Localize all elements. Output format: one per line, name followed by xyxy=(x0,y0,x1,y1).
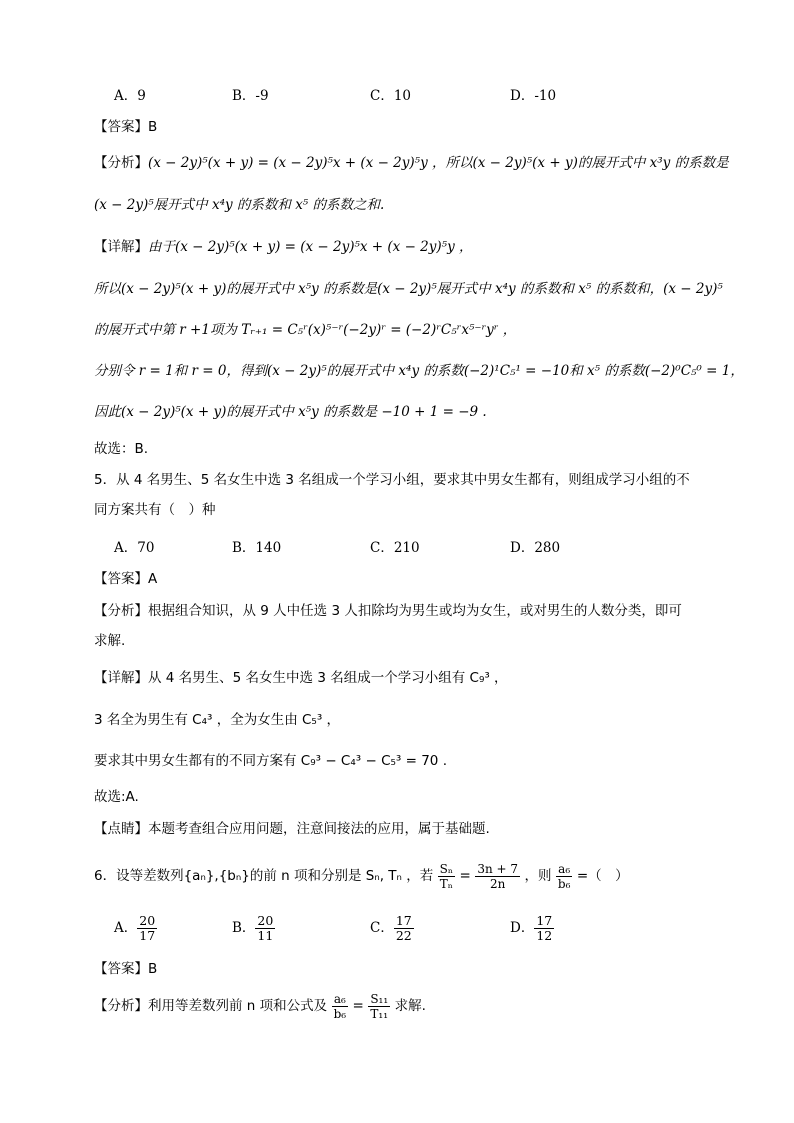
fraction-a-over-b xyxy=(556,862,573,891)
q5-option-b: B．140 xyxy=(232,540,282,556)
q5-detail-line2 xyxy=(94,710,340,730)
answer-value: B xyxy=(148,119,158,135)
answer-tag: 【答案】 xyxy=(94,961,148,977)
q5-option-c: C．210 xyxy=(370,540,420,556)
detail-tag: 【详解】 xyxy=(94,239,148,255)
fraction-denominator: 12 xyxy=(536,928,553,943)
q5-detail-line3 xyxy=(94,751,447,771)
q5-analysis-line2 xyxy=(94,631,125,651)
question-text: 5．从 4 名男生、5 名女生中选 3 名组成一个学习小组，要求其中男女生都有，则组成学习小组的不 xyxy=(94,472,690,488)
fraction-s-over-t xyxy=(368,992,390,1021)
fraction-denominator: b₆ xyxy=(333,1006,347,1021)
comment-text: 本题考查组合应用问题，注意间接法的应用，属于基础题. xyxy=(148,821,490,837)
fraction-denominator: 17 xyxy=(139,928,156,943)
fraction-numerator: a₆ xyxy=(556,862,573,877)
question-text: 6．设等差数列{aₙ},{bₙ}的前 n 项和分别是 Sₙ, Tₙ ，若 xyxy=(94,868,434,884)
answer-tag: 【答案】 xyxy=(94,571,148,587)
q5-comment xyxy=(94,819,490,839)
q6-analysis xyxy=(94,990,426,1022)
q6-option-a xyxy=(114,912,157,944)
answer-value: A xyxy=(148,571,158,587)
analysis-text: 求解. xyxy=(94,633,126,649)
q4-detail-line2 xyxy=(94,279,723,299)
q4-answer xyxy=(94,117,157,137)
fraction-numerator: 17 xyxy=(395,913,412,928)
option-fraction xyxy=(255,914,275,943)
comment-tag: 【点睛】 xyxy=(94,821,148,837)
question-text: ，则 xyxy=(524,868,552,884)
q5-analysis-line1 xyxy=(94,601,682,621)
option-prefix: D． xyxy=(510,920,535,936)
fraction-denominator: 11 xyxy=(257,928,274,943)
q4-option-b: B．-9 xyxy=(232,88,269,104)
answer-tag: 【答案】 xyxy=(94,119,148,135)
fraction-denominator: 2n xyxy=(489,876,506,891)
q5-answer xyxy=(94,569,157,589)
analysis-text: 根据组合知识，从 9 人中任选 3 人扣除均为男生或均为女生，或对男生的人数分类，即可 xyxy=(148,603,682,619)
analysis-text: 利用等差数列前 n 项和公式及 xyxy=(148,998,328,1014)
detail-text: 的展开式中第 r +1项为 Tᵣ₊₁ = C₅ʳ(x)⁵⁻ʳ(−2y)ʳ = (−2)ʳC₅ʳx⁵⁻ʳyʳ ， xyxy=(94,322,517,338)
fraction-numerator: 20 xyxy=(139,913,156,928)
analysis-text: (x − 2y)⁵展开式中 x⁴y 的系数和 x⁵ 的系数之和. xyxy=(94,197,385,213)
q6-option-c xyxy=(370,912,414,944)
q4-analysis-line1 xyxy=(94,153,729,173)
fraction-denominator: T₁₁ xyxy=(370,1006,389,1021)
option-prefix: C． xyxy=(370,920,394,936)
fraction-ratio xyxy=(475,862,520,891)
detail-text: 所以(x − 2y)⁵(x + y)的展开式中 x⁵y 的系数是(x − 2y)⁵展开式中 x⁴y 的系数和 x⁵ 的系数和，(x − 2y)⁵ xyxy=(94,281,723,297)
equals-sign: = xyxy=(352,998,364,1014)
conclusion-text: 故选：B. xyxy=(94,441,149,457)
q6-answer xyxy=(94,959,157,979)
conclusion-text: 故选:A. xyxy=(94,789,139,805)
fraction-numerator: 20 xyxy=(257,913,274,928)
answer-value: B xyxy=(148,961,158,977)
detail-text: 要求其中男女生都有的不同方案有 C₉³ − C₄³ − C₅³ = 70 . xyxy=(94,753,447,769)
q4-detail-line3 xyxy=(94,320,516,340)
fraction-a-over-b xyxy=(332,992,349,1021)
analysis-tag: 【分析】 xyxy=(94,603,148,619)
option-fraction xyxy=(394,914,414,943)
fraction-numerator: a₆ xyxy=(332,992,349,1007)
q4-detail-line1 xyxy=(94,237,473,257)
q6-option-d xyxy=(510,912,554,944)
detail-text: 3 名全为男生有 C₄³ ，全为女生由 C₅³ ， xyxy=(94,712,341,728)
detail-text: 因此(x − 2y)⁵(x + y)的展开式中 x⁵y 的系数是 −10 + 1 = −9 . xyxy=(94,404,487,420)
question-text: =（ ） xyxy=(576,868,629,884)
q6-option-b xyxy=(232,912,275,944)
option-fraction xyxy=(137,914,157,943)
q4-analysis-line2 xyxy=(94,195,384,215)
equals-sign: = xyxy=(459,868,471,884)
fraction-denominator: Tₙ xyxy=(439,876,453,891)
q5-stem-line1 xyxy=(94,470,690,490)
fraction-denominator: b₆ xyxy=(557,876,571,891)
fraction-numerator: S₁₁ xyxy=(370,991,389,1006)
question-text: 同方案共有（ ）种 xyxy=(94,502,216,518)
q4-detail-line5 xyxy=(94,402,487,422)
analysis-text: 求解. xyxy=(394,998,426,1014)
detail-text: 分别令 r = 1和 r = 0，得到(x − 2y)⁵的展开式中 x⁴y 的系数(−2)¹C₅¹ = −10和 x⁵ 的系数(−2)⁰C₅⁰ = 1， xyxy=(94,363,744,379)
detail-text: 从 4 名男生、5 名女生中选 3 名组成一个学习小组有 C₉³ ， xyxy=(148,670,508,686)
analysis-tag: 【分析】 xyxy=(94,998,148,1014)
option-fraction xyxy=(534,914,554,943)
q5-option-a: A．70 xyxy=(114,540,155,556)
fraction-numerator: Sₙ xyxy=(439,861,454,876)
q6-stem xyxy=(94,860,629,892)
option-prefix: A． xyxy=(114,920,138,936)
q5-stem-line2 xyxy=(94,500,216,520)
detail-tag: 【详解】 xyxy=(94,670,148,686)
q5-detail-line1 xyxy=(94,668,508,688)
q4-conclusion xyxy=(94,439,148,459)
analysis-text: (x − 2y)⁵(x + y) = (x − 2y)⁵x + (x − 2y)⁵y ，所以(x − 2y)⁵(x + y)的展开式中 x³y 的系数是 xyxy=(148,155,729,171)
fraction-s-over-t xyxy=(438,862,455,891)
option-prefix: B． xyxy=(232,920,256,936)
q5-conclusion xyxy=(94,787,139,807)
q4-option-a: A．9 xyxy=(114,88,146,104)
fraction-numerator: 17 xyxy=(536,913,553,928)
detail-text: 由于(x − 2y)⁵(x + y) = (x − 2y)⁵x + (x − 2y)⁵y ， xyxy=(148,239,473,255)
fraction-numerator: 3n + 7 xyxy=(477,861,518,876)
fraction-denominator: 22 xyxy=(395,928,412,943)
q5-option-d: D．280 xyxy=(510,540,561,556)
q4-option-d: D．-10 xyxy=(510,88,557,104)
analysis-tag: 【分析】 xyxy=(94,155,148,171)
q4-detail-line4 xyxy=(94,361,744,381)
q4-option-c: C．10 xyxy=(370,88,412,104)
